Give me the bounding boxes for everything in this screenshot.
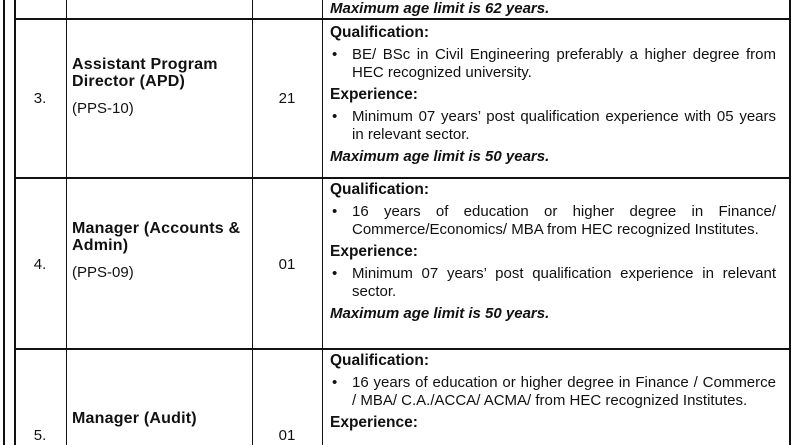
age-limit: Maximum age limit is 50 years. xyxy=(330,148,550,165)
qualification-item: • 16 years of education or higher degree in Finance/ Commerce/Economics/ MBA from HEC recognized Institutes. xyxy=(330,203,776,239)
pay-scale: (PPS-10) xyxy=(72,100,134,117)
qualification-item: • 16 years of education or higher degree in Finance / Commerce / MBA/ C.A./ACCA/ ACMA/ from HEC recognized Institutes. xyxy=(330,374,776,410)
qualification-heading: Qualification: xyxy=(330,352,430,369)
requirements-cell xyxy=(330,0,776,18)
row-divider xyxy=(15,18,790,20)
row-divider xyxy=(15,348,790,350)
post-cell xyxy=(72,56,252,117)
column-divider xyxy=(66,0,67,445)
requirements-cell xyxy=(330,24,776,166)
table-border-left-inner xyxy=(14,0,16,445)
qualification-heading: Qualification: xyxy=(330,181,430,198)
post-title: Assistant Program Director (APD) xyxy=(72,56,218,90)
qualification-heading: Qualification: xyxy=(330,24,430,41)
experience-item: • Minimum 07 years’ post qualification experience in relevant sector. xyxy=(330,265,776,301)
requirements-cell xyxy=(330,352,776,432)
number-of-posts: 01 xyxy=(278,256,296,273)
age-limit: Maximum age limit is 50 years. xyxy=(330,305,550,322)
post-cell xyxy=(72,410,252,427)
requirements-cell xyxy=(330,181,776,323)
experience-item: • Minimum 07 years’ post qualification experience with 05 years in relevant sector. xyxy=(330,108,776,144)
table-border-left xyxy=(3,0,5,445)
table-border-right xyxy=(789,0,791,445)
age-limit: Maximum age limit is 62 years. xyxy=(330,0,550,17)
column-divider xyxy=(252,0,253,445)
qualification-list xyxy=(330,374,776,410)
experience-list xyxy=(330,265,776,301)
serial-number: 5. xyxy=(33,427,47,444)
row-divider xyxy=(15,177,790,179)
experience-list xyxy=(330,108,776,144)
post-cell xyxy=(72,220,252,281)
qualification-list xyxy=(330,46,776,82)
column-divider xyxy=(322,0,323,445)
experience-heading: Experience: xyxy=(330,86,418,103)
experience-heading: Experience: xyxy=(330,414,418,431)
serial-number: 4. xyxy=(33,256,47,273)
post-title: Manager (Audit) xyxy=(72,410,197,427)
qualification-item: • BE/ BSc in Civil Engineering preferably a higher degree from HEC recognized university. xyxy=(330,46,776,82)
serial-number: 3. xyxy=(33,90,47,107)
number-of-posts: 21 xyxy=(278,90,296,107)
qualification-list xyxy=(330,203,776,239)
experience-heading: Experience: xyxy=(330,243,418,260)
pay-scale: (PPS-09) xyxy=(72,264,134,281)
number-of-posts: 01 xyxy=(278,427,296,444)
post-title: Manager (Accounts & Admin) xyxy=(72,220,241,254)
